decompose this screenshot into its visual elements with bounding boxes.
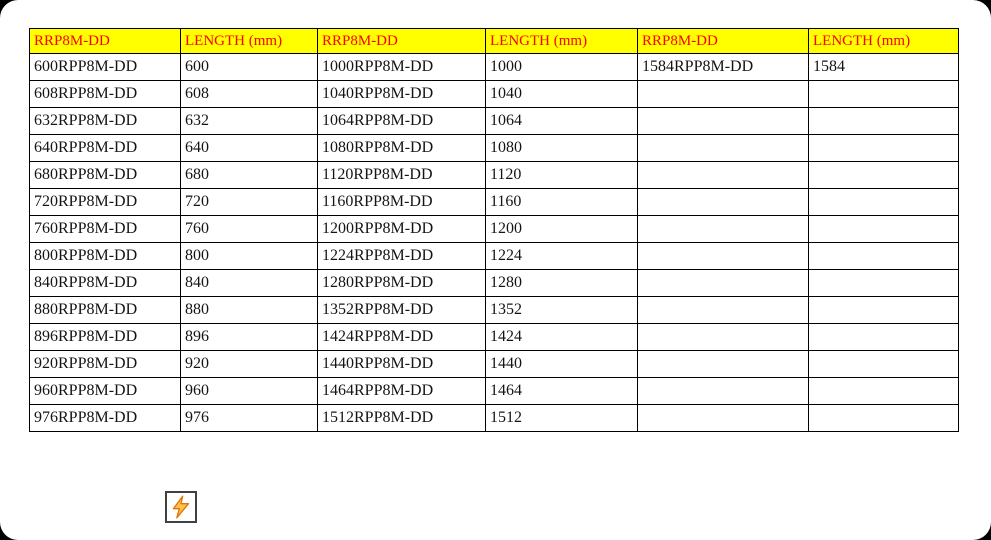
length-cell: 960 xyxy=(181,378,318,405)
model-cell: 760RPP8M-DD xyxy=(30,216,181,243)
model-cell: 1224RPP8M-DD xyxy=(318,243,486,270)
model-cell: 1424RPP8M-DD xyxy=(318,324,486,351)
model-cell: 1120RPP8M-DD xyxy=(318,162,486,189)
length-cell: 1080 xyxy=(486,135,638,162)
length-cell xyxy=(809,243,959,270)
model-cell: 976RPP8M-DD xyxy=(30,405,181,432)
model-cell: 960RPP8M-DD xyxy=(30,378,181,405)
length-cell: 608 xyxy=(181,81,318,108)
length-cell xyxy=(809,378,959,405)
model-cell: 800RPP8M-DD xyxy=(30,243,181,270)
model-cell xyxy=(638,243,809,270)
lightning-bolt-icon xyxy=(171,495,191,519)
length-cell xyxy=(809,216,959,243)
length-cell: 920 xyxy=(181,351,318,378)
model-cell: 1280RPP8M-DD xyxy=(318,270,486,297)
model-cell xyxy=(638,351,809,378)
length-cell: 1280 xyxy=(486,270,638,297)
model-cell: 880RPP8M-DD xyxy=(30,297,181,324)
length-cell: 1200 xyxy=(486,216,638,243)
model-cell: 608RPP8M-DD xyxy=(30,81,181,108)
model-cell xyxy=(638,189,809,216)
table-row xyxy=(30,162,959,189)
table-row xyxy=(30,189,959,216)
length-cell: 1440 xyxy=(486,351,638,378)
header-length-2: LENGTH (mm) xyxy=(486,29,638,54)
length-cell: 640 xyxy=(181,135,318,162)
length-cell: 880 xyxy=(181,297,318,324)
length-cell: 600 xyxy=(181,54,318,81)
header-model-3: RRP8M-DD xyxy=(638,29,809,54)
model-cell: 1000RPP8M-DD xyxy=(318,54,486,81)
table-row xyxy=(30,216,959,243)
table-row xyxy=(30,351,959,378)
length-cell xyxy=(809,405,959,432)
length-cell: 760 xyxy=(181,216,318,243)
model-cell xyxy=(638,216,809,243)
table-row xyxy=(30,405,959,432)
length-cell: 1512 xyxy=(486,405,638,432)
length-cell xyxy=(809,162,959,189)
length-cell xyxy=(809,135,959,162)
length-cell: 632 xyxy=(181,108,318,135)
table-row xyxy=(30,54,959,81)
model-cell: 632RPP8M-DD xyxy=(30,108,181,135)
length-cell: 840 xyxy=(181,270,318,297)
length-cell: 800 xyxy=(181,243,318,270)
length-cell: 1040 xyxy=(486,81,638,108)
header-length-1: LENGTH (mm) xyxy=(181,29,318,54)
length-cell: 1464 xyxy=(486,378,638,405)
length-cell: 1120 xyxy=(486,162,638,189)
header-model-1: RRP8M-DD xyxy=(30,29,181,54)
length-cell xyxy=(809,108,959,135)
model-cell: 1064RPP8M-DD xyxy=(318,108,486,135)
table-header xyxy=(30,29,959,54)
model-cell xyxy=(638,270,809,297)
length-cell xyxy=(809,81,959,108)
model-cell: 1040RPP8M-DD xyxy=(318,81,486,108)
model-cell: 720RPP8M-DD xyxy=(30,189,181,216)
length-cell: 1160 xyxy=(486,189,638,216)
model-cell: 1584RPP8M-DD xyxy=(638,54,809,81)
length-cell: 976 xyxy=(181,405,318,432)
header-length-3: LENGTH (mm) xyxy=(809,29,959,54)
table-row xyxy=(30,297,959,324)
model-cell xyxy=(638,297,809,324)
model-cell xyxy=(638,81,809,108)
table-row xyxy=(30,81,959,108)
length-cell: 680 xyxy=(181,162,318,189)
length-cell xyxy=(809,351,959,378)
table-body xyxy=(30,54,959,432)
model-cell xyxy=(638,378,809,405)
length-cell xyxy=(809,324,959,351)
length-cell: 720 xyxy=(181,189,318,216)
model-cell xyxy=(638,324,809,351)
model-cell: 600RPP8M-DD xyxy=(30,54,181,81)
model-cell: 1464RPP8M-DD xyxy=(318,378,486,405)
lightning-bolt-shape xyxy=(174,496,189,518)
model-cell: 1352RPP8M-DD xyxy=(318,297,486,324)
length-cell xyxy=(809,270,959,297)
lightning-icon-box xyxy=(165,491,197,523)
header-row xyxy=(30,29,959,54)
table-row xyxy=(30,135,959,162)
length-cell: 896 xyxy=(181,324,318,351)
model-cell: 1080RPP8M-DD xyxy=(318,135,486,162)
length-cell: 1584 xyxy=(809,54,959,81)
model-cell: 640RPP8M-DD xyxy=(30,135,181,162)
parts-table xyxy=(29,28,959,432)
model-cell: 680RPP8M-DD xyxy=(30,162,181,189)
model-cell xyxy=(638,135,809,162)
length-cell: 1352 xyxy=(486,297,638,324)
model-cell: 896RPP8M-DD xyxy=(30,324,181,351)
model-cell xyxy=(638,108,809,135)
length-cell xyxy=(809,189,959,216)
model-cell xyxy=(638,405,809,432)
model-cell: 1512RPP8M-DD xyxy=(318,405,486,432)
model-cell: 1200RPP8M-DD xyxy=(318,216,486,243)
table-row xyxy=(30,324,959,351)
model-cell: 1160RPP8M-DD xyxy=(318,189,486,216)
header-model-2: RRP8M-DD xyxy=(318,29,486,54)
model-cell: 1440RPP8M-DD xyxy=(318,351,486,378)
table-row xyxy=(30,243,959,270)
table-row xyxy=(30,378,959,405)
length-cell: 1224 xyxy=(486,243,638,270)
length-cell: 1000 xyxy=(486,54,638,81)
model-cell: 920RPP8M-DD xyxy=(30,351,181,378)
table-row xyxy=(30,270,959,297)
length-cell xyxy=(809,297,959,324)
model-cell: 840RPP8M-DD xyxy=(30,270,181,297)
table-row xyxy=(30,108,959,135)
length-cell: 1064 xyxy=(486,108,638,135)
model-cell xyxy=(638,162,809,189)
length-cell: 1424 xyxy=(486,324,638,351)
